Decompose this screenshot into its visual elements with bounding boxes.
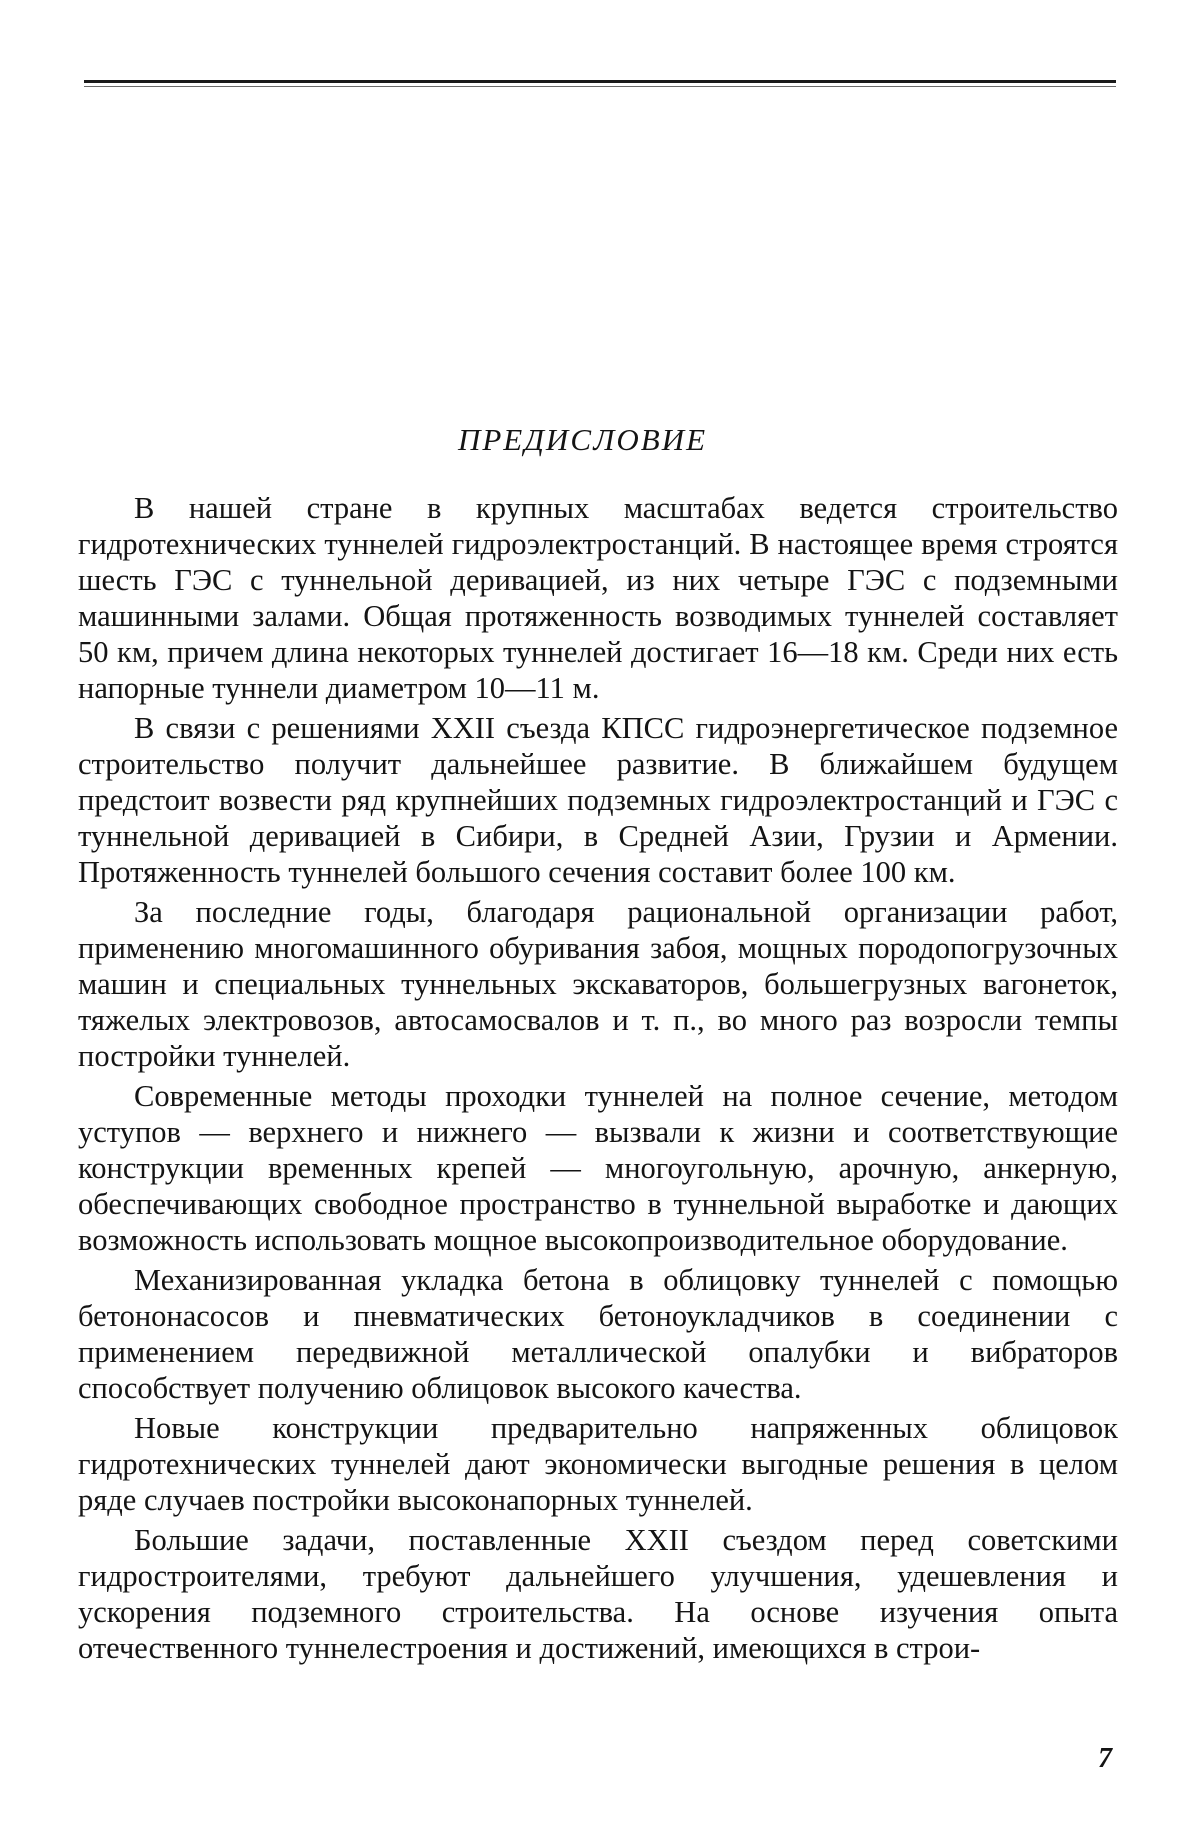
paragraph-3: За последние годы, благодаря рациональной организации работ, применению многомашинного обуривания забоя, мощных породопогрузочных машин и специальных туннельных экскаваторов, большегрузных вагонеток, тяжелых электровозов, автосамосвалов и т. п., во много раз возросли темпы постройки туннелей.: [78, 895, 1118, 1073]
page-title: ПРЕДИСЛОВИЕ: [457, 422, 708, 457]
body-text: [78, 490, 1118, 1670]
paragraph-5: Механизированная укладка бетона в облицовку туннелей с помощью бетононасосов и пневматических бетоноукладчиков в соединении с применением передвижной металлической опалубки и вибраторов способствует получению облицовок высокого качества.: [78, 1263, 1118, 1405]
paragraph-7: Большие задачи, поставленные XXII съездом перед советскими гидростроителями, требуют дальнейшего улучшения, удешевления и ускорения подземного строительства. На основе изучения опыта отечественного туннелестроения и достижений, имеющихся в строи-: [78, 1523, 1118, 1665]
paragraph-2: В связи с решениями XXII съезда КПСС гидроэнергетическое подземное строительство получит дальнейшее развитие. В ближайшем будущем предстоит возвести ряд крупнейших подземных гидроэлектростанций и ГЭС с туннельной деривацией в Сибири, в Средней Азии, Грузии и Армении. Протяженность туннелей большого сечения составит более 100 км.: [78, 711, 1118, 889]
paragraph-1: В нашей стране в крупных масштабах ведется строительство гидротехнических туннелей гидроэлектростанций. В настоящее время строятся шесть ГЭС с туннельной деривацией, из них четыре ГЭС с подземными машинными залами. Общая протяженность возводимых туннелей составляет 50 км, причем длина некоторых туннелей достигает 16—18 км. Среди них есть напорные туннели диаметром 10—11 м.: [78, 491, 1118, 705]
top-rule: [84, 80, 1116, 83]
page-number: 7: [1098, 1743, 1112, 1774]
paragraph-4: Современные методы проходки туннелей на полное сечение, методом уступов — верхнего и нижнего — вызвали к жизни и соответствующие конструкции временных крепей — многоугольную, арочную, анкерную, обеспечивающих свободное пространство в туннельной выработке и дающих возможность использовать мощное высокопроизводительное оборудование.: [78, 1079, 1118, 1257]
paragraph-6: Новые конструкции предварительно напряженных облицовок гидротехнических туннелей дают экономически выгодные решения в целом ряде случаев постройки высоконапорных туннелей.: [78, 1411, 1118, 1517]
top-rule-secondary: [84, 86, 1116, 87]
